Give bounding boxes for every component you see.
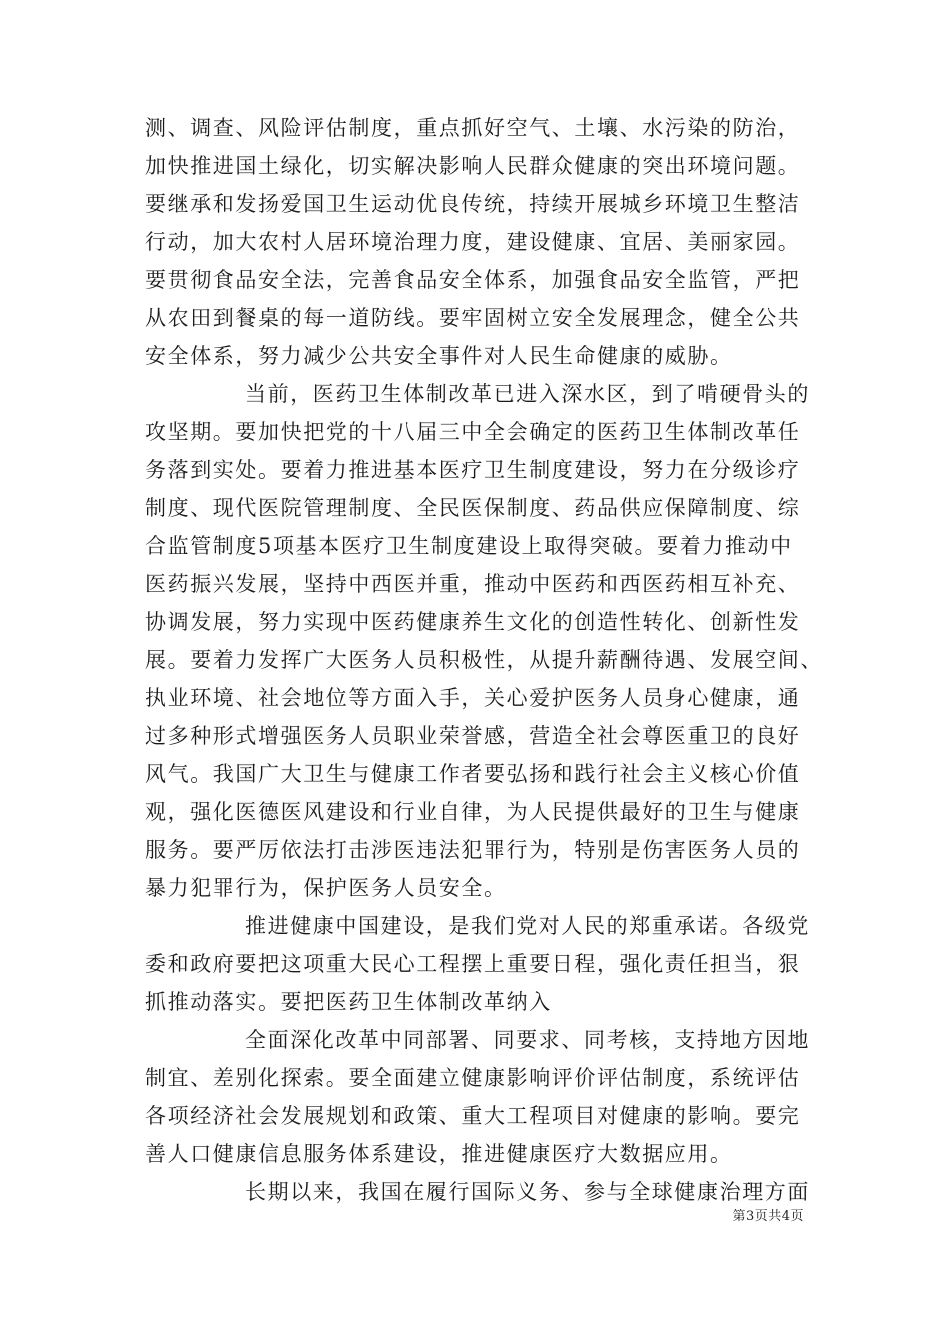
text-line: 长期以来，我国在履行国际义务、参与全球健康治理方面 [245,1180,810,1204]
text-line: 过多种形式增强医务人员职业荣誉感，营造全社会尊医重卫的良好 [145,724,801,748]
text-line: 展。要着力发挥广大医务人员积极性，从提升薪酬待遇、发展空间、 [145,648,823,672]
body-text [145,109,823,1211]
text-line: 执业环境、社会地位等方面入手，关心爱护医务人员身心健康，通 [145,686,801,710]
text-line: 医药振兴发展，坚持中西医并重，推动中医药和西医药相互补充、 [145,572,801,596]
text-line: 合监管制度5项基本医疗卫生制度建设上取得突破。要着力推动中 [145,534,793,558]
text-line: 观，强化医德医风建设和行业自律，为人民提供最好的卫生与健康 [145,800,801,824]
text-line: 抓推动落实。要把医药卫生体制改革纳入 [145,990,552,1014]
text-line: 暴力犯罪行为，保护医务人员安全。 [145,876,507,900]
page-number: 第3页共4页 [732,1209,804,1224]
text-line: 要贯彻食品安全法，完善食品安全体系，加强食品安全监管，严把 [145,268,801,292]
text-line: 善人口健康信息服务体系建设，推进健康医疗大数据应用。 [145,1142,733,1166]
text-line: 安全体系，努力减少公共安全事件对人民生命健康的威胁。 [145,344,733,368]
text-line: 测、调查、风险评估制度，重点抓好空气、土壤、水污染的防治， [145,116,801,140]
text-line: 委和政府要把这项重大民心工程摆上重要日程，强化责任担当，狠 [145,952,801,976]
text-line: 制宜、差别化探索。要全面建立健康影响评价评估制度，系统评估 [145,1066,801,1090]
text-line: 推进健康中国建设，是我们党对人民的郑重承诺。各级党 [245,914,810,938]
text-line: 从农田到餐桌的每一道防线。要牢固树立安全发展理念，健全公共 [145,306,801,330]
text-line: 风气。我国广大卫生与健康工作者要弘扬和践行社会主义核心价值 [145,762,801,786]
text-line: 服务。要严厉依法打击涉医违法犯罪行为，特别是伤害医务人员的 [145,838,801,862]
text-line: 协调发展，努力实现中医药健康养生文化的创造性转化、创新性发 [145,610,801,634]
text-line: 行动，加大农村人居环境治理力度，建设健康、宜居、美丽家园。 [145,230,801,254]
text-line: 务落到实处。要着力推进基本医疗卫生制度建设，努力在分级诊疗 [145,458,801,482]
text-line: 当前，医药卫生体制改革已进入深水区，到了啃硬骨头的 [245,382,810,406]
text-line: 全面深化改革中同部署、同要求、同考核，支持地方因地 [245,1028,810,1052]
text-line: 各项经济社会发展规划和政策、重大工程项目对健康的影响。要完 [145,1104,801,1128]
text-line: 攻坚期。要加快把党的十八届三中全会确定的医药卫生体制改革任 [145,420,801,444]
text-line: 要继承和发扬爱国卫生运动优良传统，持续开展城乡环境卫生整洁 [145,192,801,216]
text-line: 制度、现代医院管理制度、全民医保制度、药品供应保障制度、综 [145,496,801,520]
text-line: 加快推进国土绿化，切实解决影响人民群众健康的突出环境问题。 [145,154,801,178]
